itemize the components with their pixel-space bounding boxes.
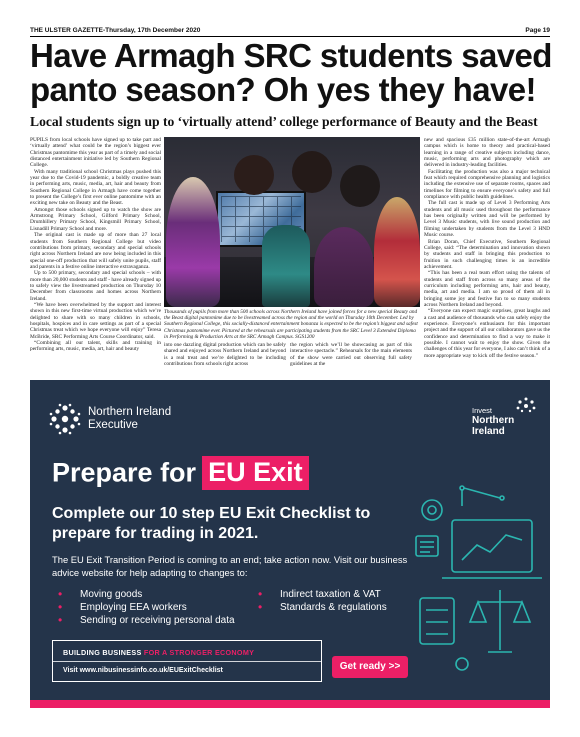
photo-performer <box>166 177 220 307</box>
ad-bottom-strip <box>30 700 550 708</box>
photo-costume <box>262 225 310 307</box>
article-column-3 <box>290 342 412 372</box>
article-subhead: Local students sign up to ‘virtually attend’ college performance of Beauty and the Beast <box>30 114 538 129</box>
col1-paragraph: The original cast is made up of more than 27 local students from Southern Regional College but video contributions from primary, secondary and special schools right across Northern Ireland are now being included in this special one-off production that will safely unite pupils, staff and parents in a festive online interactive extravaganza. <box>30 232 161 270</box>
article-column-1 <box>30 137 161 370</box>
banner-slogan-white: BUILDING BUSINESS <box>63 648 142 657</box>
col4-paragraph: new and spacious £35 million state-of-the-art Armagh campus which is home to theory and practical-based learning in a range of creative subjects including dance, music, performing arts and photography which are delivered in industry-leading facilities. <box>424 137 550 169</box>
ad-bullet: • Sending or receiving personal data <box>56 614 235 627</box>
article-column-2 <box>164 342 286 372</box>
col3-paragraph: the region which we’ll be showcasing as part of this interactive spectacle.” Rehearsals for the main elements of the show were carried out observing full safety guidelines at the <box>290 342 412 368</box>
trend-line-icon <box>462 535 522 560</box>
ad-bullet: • Standards & regulations <box>256 601 387 614</box>
photo-performer <box>314 227 374 307</box>
photo-performer <box>340 165 380 207</box>
photo-performer <box>374 197 420 307</box>
business-illustration <box>402 480 542 680</box>
col1-paragraph: Up to 500 primary, secondary and special schools – with more than 20,000 students and staff - have already signed up to safely view the livestreamed production on Thursday 10 December from classrooms and homes across Northern Ireland. <box>30 270 161 302</box>
photo-caption: Thousands of pupils from more than 500 schools across Northern Ireland have joined forces for a new special Beauty and the Beast digital pantomime due to be livestreamed across the region and the world on Thursday 10th December. Led by Southern Regional College, this socially-distanced entertainment bonanza is expected to be the region’s biggest and safest Christmas pantomime ever. Pictured at the rehearsals are participating students from the SRC Level 3 Extended Diploma in Performing & Production Arts at the SRC Armagh Campus. SGS1200 <box>164 309 418 340</box>
ad-bullet: • Indirect taxation & VAT <box>256 588 387 601</box>
col1-paragraph: PUPILS from local schools have signed up to take part and ‘virtually attend’ what could be the region’s biggest ever Christmas pantomime this year as part of a timely and social distanced entertainment initiative led by Southern Regional College. <box>30 137 161 169</box>
masthead-date: THE ULSTER GAZETTE-Thursday, 17th December 2020 <box>30 27 201 34</box>
col4-paragraph: The full cast is made up of Level 3 Performing Arts students and all music used throughout the performance has been originally written and will be performed by Level 3 Music students, with live sound production and filming undertaken by students from the Level 3 HND Music course. <box>424 200 550 239</box>
ni-executive-logo <box>48 398 188 438</box>
invest-ni-line-1: Invest <box>472 406 493 415</box>
invest-ni-burst-icon <box>512 396 540 416</box>
photo-performer <box>292 151 332 193</box>
ad-bullet: • Employing EEA workers <box>56 601 235 614</box>
get-ready-button[interactable]: Get ready >> <box>332 656 408 678</box>
banner-slogan-pink: FOR A STRONGER ECONOMY <box>143 648 255 657</box>
ad-bullet: • Moving goods <box>56 588 235 601</box>
col1-paragraph: Amongst those schools signed up to watch the show are Armstrong Primary School, Gilford Primary School, Drumhillery Primary School, Kingsmill Primary School, Lisnadill Primary School and more. <box>30 206 161 232</box>
page-number: Page 19 <box>525 27 550 34</box>
building-business-banner[interactable] <box>52 640 322 682</box>
banner-slogan <box>63 648 254 657</box>
ad-bullet-list-right <box>256 588 387 614</box>
ad-title-highlight: EU Exit <box>202 456 309 490</box>
gear-icon <box>422 500 442 520</box>
laptop-screen-icon <box>452 520 532 572</box>
col1-paragraph: “Combining all our talent, skills and training in performing arts, music, media, art, hair and beauty <box>30 340 161 353</box>
masthead <box>30 27 550 37</box>
ni-executive-wordmark <box>88 406 171 432</box>
ni-executive-line-2: Executive <box>88 419 138 431</box>
banner-website-link[interactable]: Visit www.nibusinessinfo.co.uk/EUExitChecklist <box>63 667 223 674</box>
invest-ni-line-2: Northern <box>472 415 515 426</box>
ad-title <box>52 456 309 490</box>
invest-ni-logo <box>472 396 542 442</box>
eu-exit-advert[interactable] <box>30 380 550 708</box>
article-photo <box>164 137 420 307</box>
col4-paragraph: “Everyone can expect magic surprises, great laughs and a cast and audience of thousands who can safely enjoy the experience. Everyone’s enthusiasm for this important project and the support of all our collaborators gave us the confidence and determination to find a way to make it possible. I cannot wait to enjoy the show. Given the challenges of this year for everyone, I also can’t think of a more appropriate way to kick off the festive season.” <box>424 308 550 359</box>
ad-body-text: The EU Exit Transition Period is coming to an end; take action now. Visit our business advice website for help adapting to changes to: <box>52 554 408 578</box>
ad-title-prefix: Prepare for <box>52 457 197 488</box>
banner-divider <box>53 661 321 662</box>
invest-ni-line-3: Ireland <box>472 426 505 437</box>
coin-icon <box>456 658 468 670</box>
col1-paragraph: “We have been overwhelmed by the support and interest shown in this new first-time virtual production which we’re delighted to share with so many children in schools, hospitals, hospices and in care settings as part of a special Christmas treat which we hope everyone will enjoy” Teresa McBride, SRC Performing Arts Course Coordinator, said. <box>30 301 161 340</box>
checklist-icon <box>416 536 438 556</box>
col1-paragraph: With many traditional school Christmas plays pushed this year due to the Covid-19 pandemic, a boldly creative team in performing arts, music, media, art, hair and beauty from Southern Regional College in Armagh have come together to present the College’s first ever online pantomime with an exciting new take on Beauty and the Beast. <box>30 168 161 207</box>
photo-performer <box>234 155 274 195</box>
col4-paragraph: Brian Doran, Chief Executive, Southern Regional College, said: “The determination and innovation shown by students and staff in bringing this production to fruition in such challenging times is an incredible achievement. <box>424 238 550 270</box>
article-column-4 <box>424 137 550 370</box>
ad-bullet-list-left <box>56 588 235 627</box>
ni-executive-line-1: Northern Ireland <box>88 406 172 418</box>
calculator-icon <box>420 598 454 644</box>
col2-paragraph: into one dazzling digital production which can be safely shared and enjoyed across Northern Ireland and beyond is a real treat and we’re delighted to be including contributions from schools right across <box>164 342 286 368</box>
col4-paragraph: Facilitating the production was also a major technical feat which required comprehensive planning and logistics including the extensive use of separate rooms, spaces and timelines for filming to ensure everyone’s safety and full compliance with public health guidelines. <box>424 168 550 201</box>
article-headline: Have Armagh SRC students saved panto season? Oh yes they have! <box>30 37 552 108</box>
ad-subtitle: Complete our 10 step EU Exit Checklist to prepare for trading in 2021. <box>52 505 371 542</box>
col4-paragraph: “This has been a real team effort using the talents of students and staff from across so many areas of the curriculum including performing arts, hair and beauty, media, art and media. I am so proud of them all in bringing some joy and festive fun to so many students across Northern Ireland and beyond. <box>424 270 550 308</box>
ni-executive-emblem-icon <box>48 402 82 436</box>
